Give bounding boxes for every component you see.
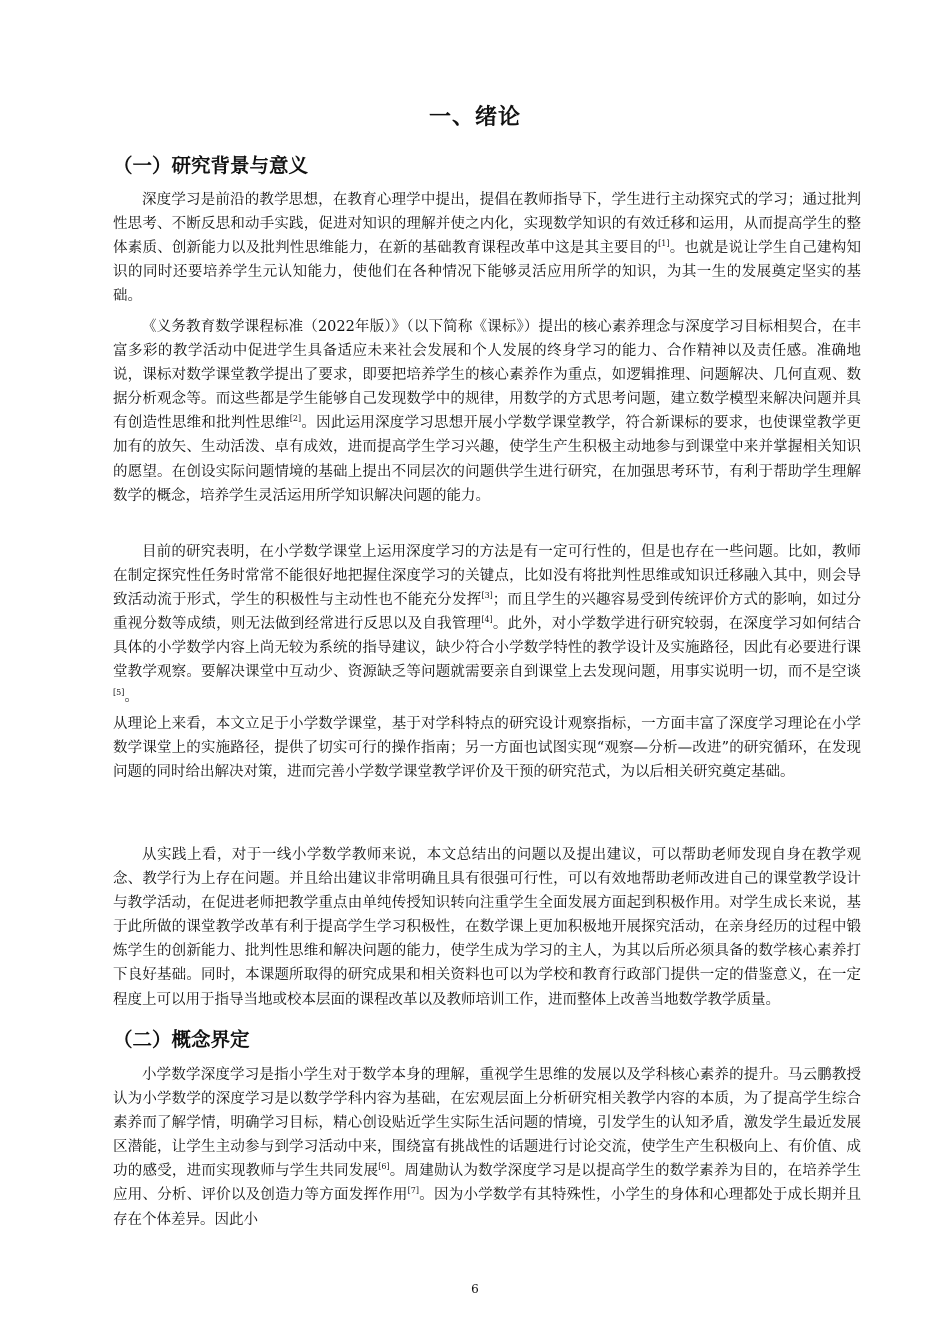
- paragraph-5: [113, 843, 861, 1012]
- paragraph-text: 深度学习是前沿的教学思想，在教育心理学中提出，提倡在教师指导下，学生进行主动探究式的学习；通过批判性思考、不断反思和动手实践，促进对知识的理解并使之内化，实现数学知识的有效迁移和运用，从而提高学生的整体素质、创新能力以及批判性思维能力，在新的基础教育课程改革中这是其主要目的: [113, 192, 861, 257]
- paragraph-text: ；而且学生的兴趣容易受到传统评价方式的影响，如过分重视分数等成绩，则无法做到经常进行反思以及自我管理: [113, 592, 862, 633]
- citation-marker: [6]: [378, 1162, 390, 1172]
- paragraph-text: 《义务教育数学课程标准（2022年版）》（以下简称《课标》）提出的核心素养理念与深度学习目标相契合，在丰富多彩的教学活动中促进学生具备适应未来社会发展和个人发展的终身学习的能力、合作精神以及责任感。准确地说，课标对数学课堂教学提出了要求，即要把培养学生的核心素养作为重点，如逻辑推理、问题解决、几何直观、数据分析观念等。而这些都是学生能够自己发现数学中的规律，用数学的方式思考问题，建立数学模型来解决问题并具有创造性思维和批判性思维: [113, 319, 861, 432]
- paragraph-4: [113, 712, 861, 784]
- paragraph-text: 。也就是说让学生自己建构知识的同时还要培养学生元认知能力，使他们在各种情况下能够灵活应用所学的知识，为其一生的发展奠定坚实的基础。: [113, 240, 861, 305]
- paragraph-text: 。因此运用深度学习思想开展小学数学课堂教学，符合新课标的要求，也使课堂教学更加有的放矢、生动活泼、卓有成效，进而提高学生学习兴趣，使学生产生积极主动地参与到课堂中来并掌握相关知识的愿望。在创设实际问题情境的基础上提出不同层次的问题供学生进行研究，在加强思考环节，有利于帮助学生理解数学的概念，培养学生灵活运用所学知识解决问题的能力。: [113, 415, 861, 504]
- page-number: 6: [471, 1282, 479, 1296]
- chapter-title: 一、绪论: [428, 105, 521, 130]
- paragraph-text: 从实践上看，对于一线小学数学教师来说，本文总结出的问题以及提出建议，可以帮助老师发现自身在教学观念、教学行为上存在问题。并且给出建议非常明确且具有很强可行性，可以有效地帮助老师改进自己的课堂教学设计与教学活动，在促进老师把教学重点由单纯传授知识转向注重学生全面发展方面起到积极作用。对学生成长来说，基于此所做的课堂教学改革有利于提高学生学习积极性，在数学课上更加积极地开展探究活动，在亲身经历的过程中锻炼学生的创新能力、批判性思维和解决问题的能力，使学生成为学习的主人，为其以后所必须具备的数学核心素养打下良好基础。同时，本课题所取得的研究成果和相关资料也可以为学校和教育行政部门提供一定的借鉴意义，在一定程度上可以用于指导当地或校本层面的课程改革以及教师培训工作，进而整体上改善当地数学教学质量。: [113, 847, 861, 1008]
- citation-marker: [5]: [113, 687, 125, 697]
- paragraph-2: [113, 315, 861, 508]
- citation-marker: [7]: [407, 1186, 420, 1196]
- section-heading-concepts: （二）概念界定: [113, 1028, 250, 1051]
- citation-marker: [1]: [658, 239, 670, 249]
- citation-marker: [2]: [289, 414, 302, 424]
- paragraph-text: 小学数学深度学习是指小学生对于数学本身的理解，重视学生思维的发展以及学科核心素养的提升。马云鹏教授认为小学数学的深度学习是以数学学科内容为基础，在宏观层面上分析研究相关教学内容的本质，为了提高学生综合素养而了解学情，明确学习目标，精心创设贴近学生实际生活问题的情境，引发学生的认知矛盾，激发学生最近发展区潜能，让学生主动参与到学习活动中来，围绕富有挑战性的话题进行讨论交流，使学生产生积极向上、有价值、成功的感受，进而实现教师与学生共同发展: [113, 1067, 861, 1180]
- section-heading-background: （一）研究背景与意义: [113, 154, 309, 177]
- paragraph-text: 。因为小学数学有其特殊性，小学生的身体和心理都处于成长期并且存在个体差异。因此小: [113, 1187, 862, 1228]
- paragraph-1: [113, 188, 861, 308]
- citation-marker: [3]: [481, 591, 493, 601]
- paragraph-text: 。此外，对小学数学进行研究较弱，在深度学习如何结合具体的小学数学内容上尚无较为系统的指导建议，缺少符合小学数学特性的教学设计及实施路径，因此有必要进行课堂教学观察。要解决课堂中互动少、资源缺乏等问题就需要亲自到课堂上去发现问题，用事实说明一切，而不是空谈: [113, 616, 861, 681]
- paragraph-text: 目前的研究表明，在小学数学课堂上运用深度学习的方法是有一定可行性的，但是也存在一些问题。比如，教师在制定探究性任务时常常不能很好地把握住深度学习的关键点，比如没有将批判性思维或知识迁移融入其中，则会导致活动流于形式，学生的积极性与主动性也不能充分发挥: [113, 544, 861, 609]
- paragraph-text: 。周建勋认为数学深度学习是以提高学生的数学素养为目的，在培养学生应用、分析、评价以及创造力等方面发挥作用: [113, 1163, 862, 1204]
- citation-marker: [4]: [481, 615, 493, 625]
- paragraph-3: [113, 540, 861, 709]
- paragraph-6: [113, 1063, 861, 1232]
- paragraph-text: 。: [124, 688, 139, 705]
- paragraph-text: 从理论上来看，本文立足于小学数学课堂，基于对学科特点的研究设计观察指标，一方面丰富了深度学习理论在小学数学课堂上的实施路径，提供了切实可行的操作指南；另一方面也试图实现“观察—分析—改进”的研究循环，在发现问题的同时给出解决对策，进而完善小学数学课堂教学评价及干预的研究范式，为以后相关研究奠定基础。: [113, 716, 861, 781]
